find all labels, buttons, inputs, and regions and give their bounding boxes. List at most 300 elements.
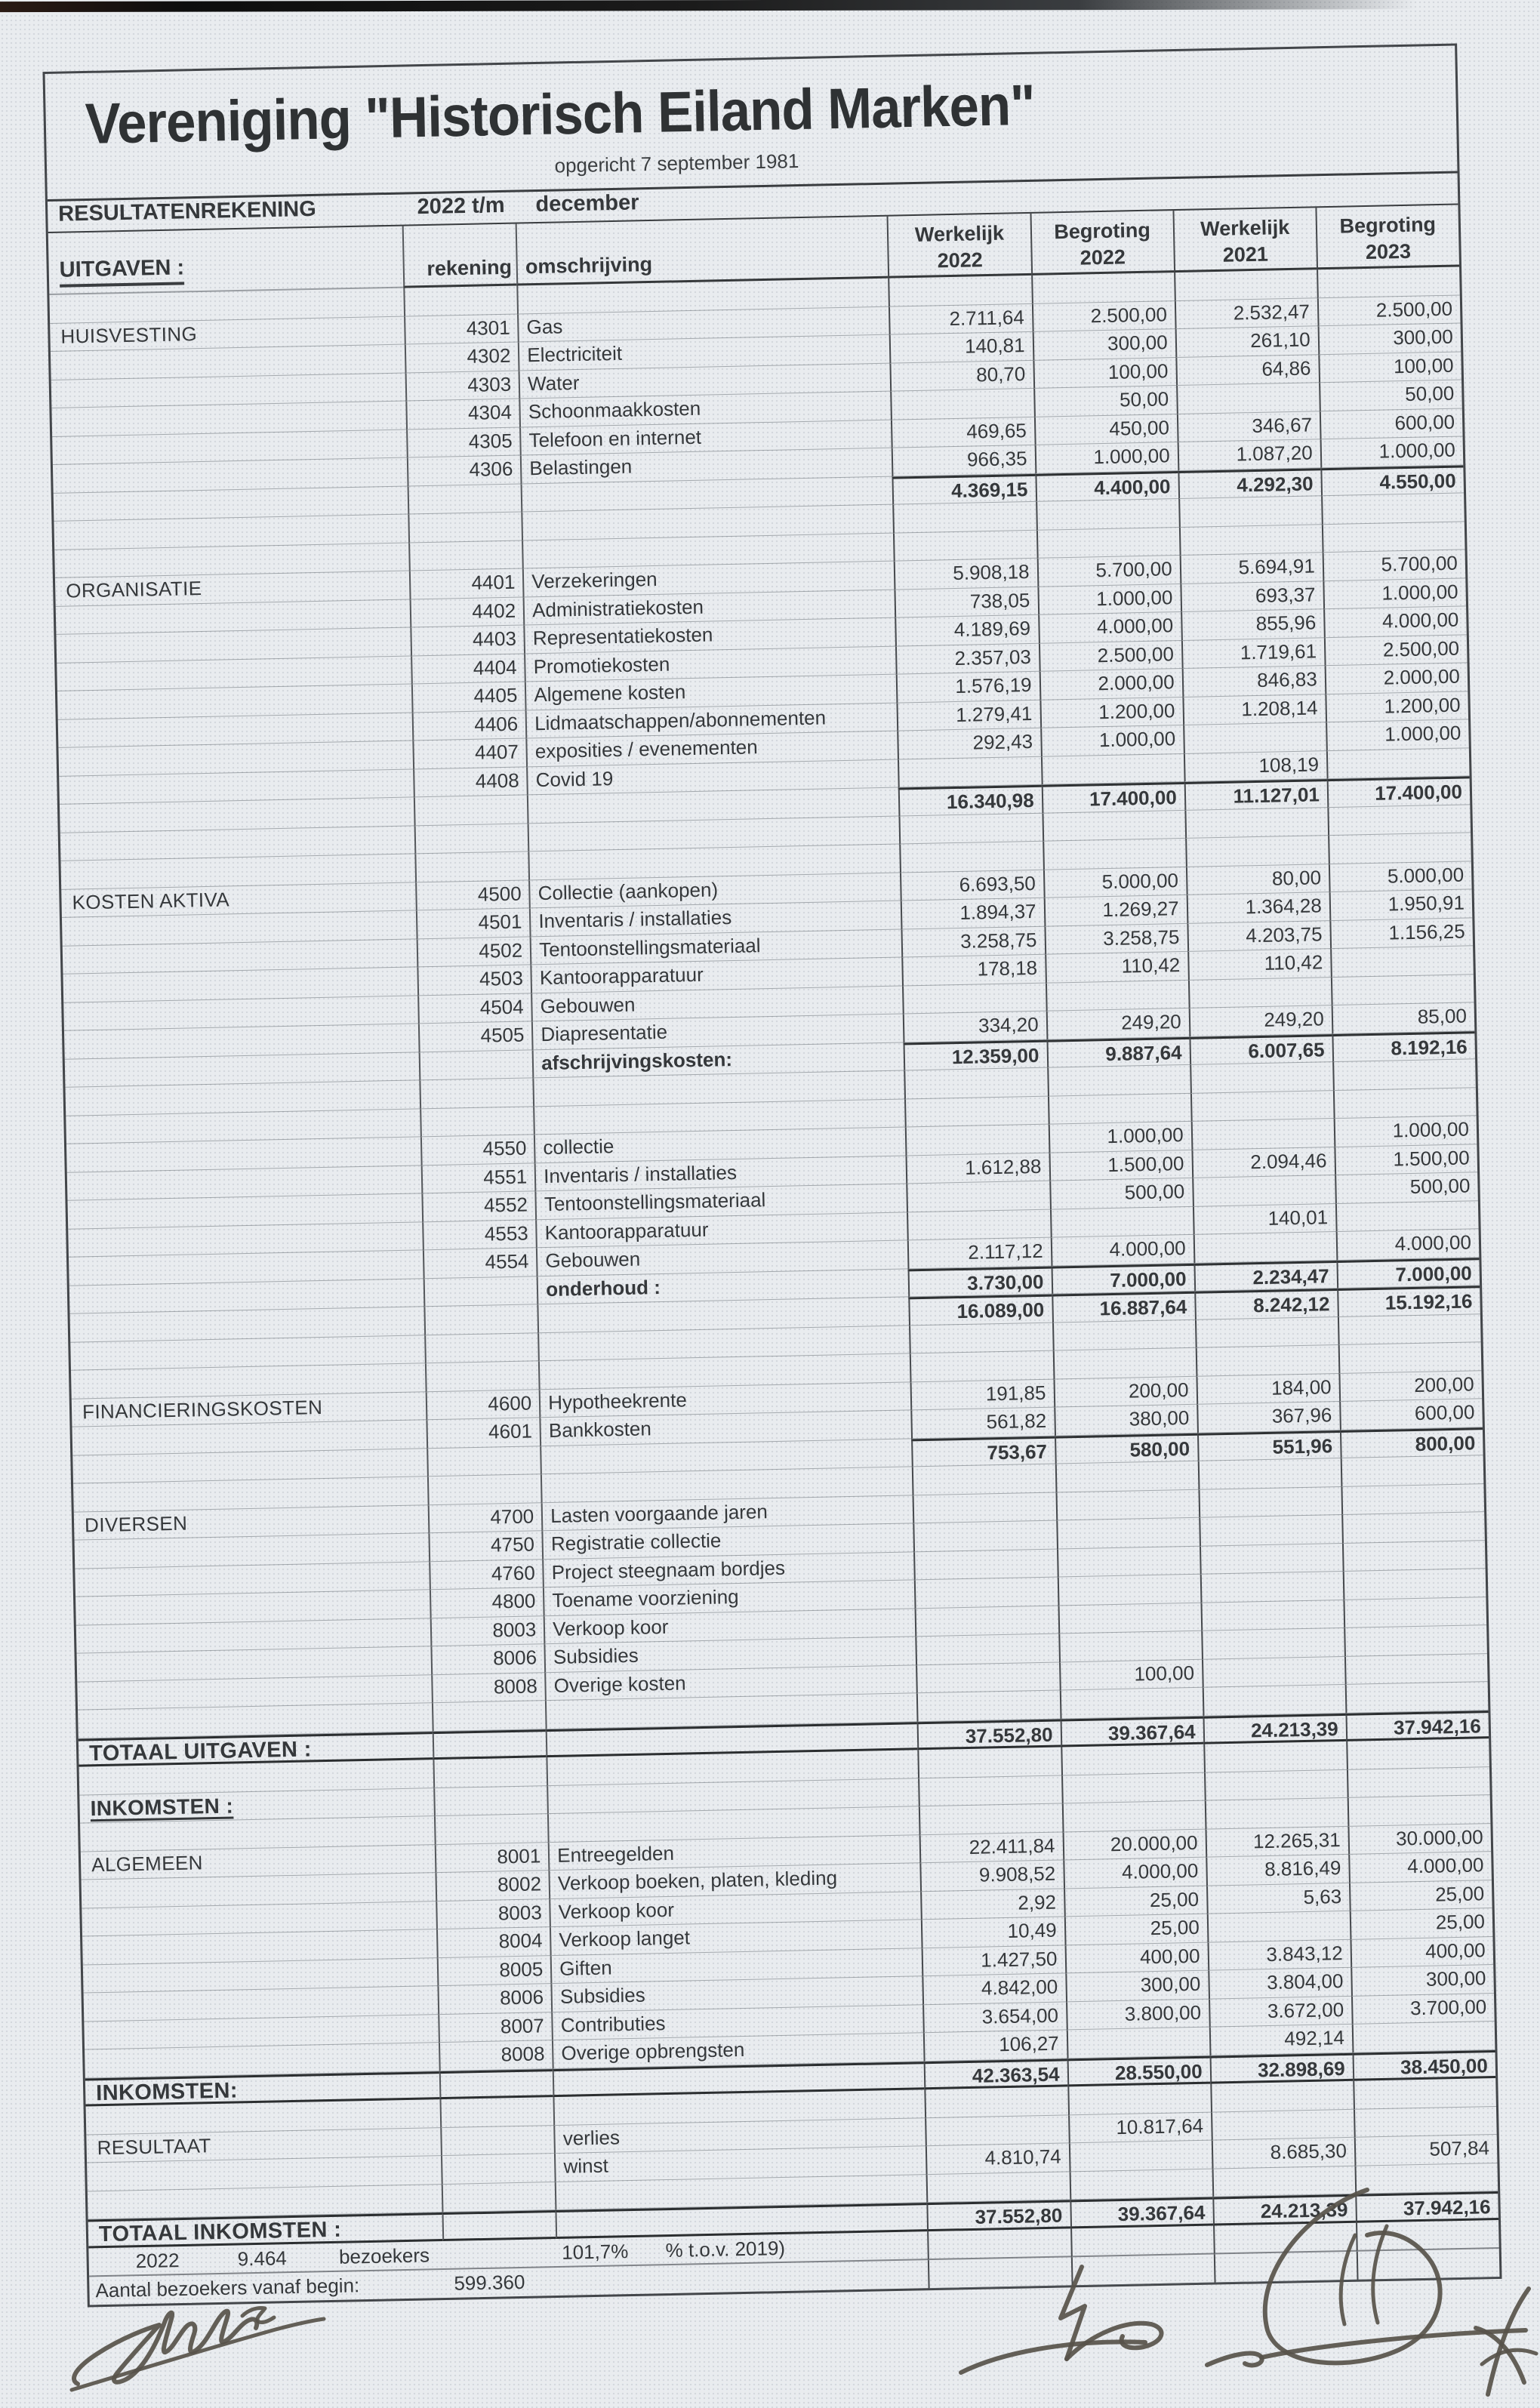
cell-num: 8.242,12 (1194, 1289, 1338, 1319)
cell-num: 2,92 (921, 1889, 1064, 1920)
cell-oms: Subsidies (551, 1976, 923, 2012)
cell-num (1202, 1656, 1345, 1687)
cell-num: 4.842,00 (922, 1973, 1066, 2004)
cell-oms: Kantoorapparatuur (531, 957, 903, 993)
cell-num (919, 1803, 1062, 1834)
cell-num (916, 1662, 1059, 1693)
cell-oms: Giften (550, 1948, 922, 1984)
cell-rek: 8002 (435, 1871, 549, 1901)
cell-num (1057, 1546, 1200, 1577)
cell-num: 492,14 (1209, 2025, 1352, 2055)
cell-rek: 4700 (428, 1503, 542, 1534)
cell-rek: 4407 (412, 738, 526, 769)
cell-num: 17.400,00 (1326, 776, 1470, 807)
cell-oms: Subsidies (544, 1637, 916, 1672)
cell-num: 2.500,00 (1038, 640, 1181, 671)
cell-num (891, 389, 1034, 420)
report-period: 2022 t/m (417, 192, 505, 219)
cell-num (918, 1747, 1061, 1778)
cell-rek: 4550 (420, 1135, 534, 1166)
cell-rek (442, 2210, 556, 2241)
cell-num: 580,00 (1055, 1433, 1198, 1464)
cell-cat: INKOMSTEN : (79, 1788, 434, 1824)
cell-num: 561,82 (911, 1408, 1055, 1439)
cell-num: 551,96 (1197, 1430, 1341, 1461)
cell-num: 24.213,39 (1203, 1713, 1346, 1744)
cell-rek: 8004 (436, 1927, 550, 1958)
cell-num: 800,00 (1340, 1427, 1483, 1458)
cell-num: 1.364,28 (1186, 892, 1329, 923)
table-body (49, 266, 1498, 2247)
cell-num (1340, 1455, 1483, 1486)
cell-cat: KOSTEN AKTIVA (61, 882, 416, 918)
cell-num: 1.950,91 (1329, 889, 1472, 920)
cell-num: 300,00 (1032, 329, 1175, 360)
cell-num: 9.908,52 (920, 1860, 1064, 1891)
cell-num: 25,00 (1349, 1880, 1492, 1911)
section-uitgaven-label: UITGAVEN : (48, 226, 403, 295)
cell-num (1353, 2078, 1496, 2109)
cell-rek (414, 795, 528, 826)
cell-num (1061, 1801, 1205, 1832)
cell-num (1040, 753, 1184, 784)
cell-oms: Project steegnaam bordjes (542, 1552, 914, 1587)
cell-num: 380,00 (1054, 1405, 1197, 1436)
cell-num: 4.550,00 (1320, 465, 1464, 496)
cell-rek: 8008 (431, 1673, 545, 1704)
cell-num: 80,00 (1186, 864, 1329, 895)
cell-num (1328, 833, 1471, 864)
cell-rek (433, 1757, 547, 1788)
cell-rek (425, 1361, 539, 1392)
cell-num: 9.887,64 (1046, 1036, 1190, 1067)
cell-num: 738,05 (895, 587, 1038, 617)
cell-num (926, 2172, 1070, 2203)
cell-num (1210, 2081, 1354, 2112)
total-visitors-label: Aantal bezoekers vanaf begin: (95, 2273, 360, 2302)
cell-num (1052, 1319, 1196, 1350)
cell-rek: 4600 (426, 1390, 540, 1421)
cell-num: 753,67 (911, 1436, 1055, 1467)
cell-num: 400,00 (1064, 1942, 1208, 1973)
cell-num: 38.450,00 (1352, 2050, 1495, 2081)
cell-rek: 4500 (415, 880, 529, 911)
cell-num: 1.500,00 (1049, 1150, 1192, 1181)
cell-num (1200, 1572, 1343, 1603)
cell-num: 32.898,69 (1209, 2052, 1353, 2083)
cell-rek: 4302 (405, 343, 519, 374)
cell-num (1197, 1458, 1341, 1489)
cell-cat: ALGEMEEN (81, 1845, 436, 1880)
cell-num: 16.887,64 (1052, 1292, 1195, 1323)
signature-mark-right-edge (1468, 2280, 1540, 2404)
cell-num: 1.269,27 (1043, 895, 1187, 926)
cell-num (1347, 1767, 1490, 1798)
cell-num (1200, 1600, 1344, 1630)
cell-num (1047, 1065, 1190, 1096)
cell-num: 28.550,00 (1067, 2055, 1210, 2086)
column-header-werkelijk-2021: Werkelijk 2021 (1172, 208, 1317, 273)
cell-num: 12.265,31 (1205, 1826, 1348, 1857)
total-visitors-value: 599.360 (454, 2270, 525, 2295)
column-header-werkelijk-2022: Werkelijk 2022 (887, 214, 1031, 279)
cell-oms: Verkoop koor (549, 1892, 921, 1927)
cell-oms: Verkoop koor (544, 1609, 916, 1644)
cell-num (1317, 266, 1460, 297)
cell-rek (439, 2069, 553, 2100)
cell-num: 42.363,54 (924, 2059, 1067, 2089)
cell-num (1348, 1795, 1491, 1826)
signature-left (64, 2295, 396, 2400)
cell-num: 400,00 (1350, 1937, 1493, 1968)
cell-num: 25,00 (1350, 1908, 1493, 1939)
cell-num: 693,37 (1180, 581, 1323, 612)
cell-num: 200,00 (1338, 1371, 1482, 1402)
cell-num: 1.087,20 (1177, 439, 1320, 470)
cell-num (1354, 2107, 1497, 2138)
cell-num (893, 502, 1036, 533)
cell-num: 15.192,16 (1337, 1286, 1480, 1316)
cell-num (1055, 1461, 1198, 1492)
cell-num (910, 1351, 1053, 1382)
cell-num: 4.000,00 (1050, 1235, 1194, 1266)
cell-num: 30.000,00 (1348, 1824, 1491, 1855)
cell-oms: Overige opbrengsten (552, 2033, 924, 2068)
signature-middle (947, 2246, 1197, 2385)
cell-num: 261,10 (1175, 326, 1318, 357)
cell-num: 600,00 (1339, 1399, 1483, 1430)
cell-num (900, 842, 1043, 873)
cell-num (1206, 1911, 1350, 1942)
cell-oms: Toename voorziening (543, 1580, 915, 1615)
cell-oms: Hypotheekrente (539, 1382, 911, 1418)
cell-num (1332, 1059, 1476, 1090)
cell-num: 1.208,14 (1182, 694, 1326, 725)
cell-oms: Administratiekosten (523, 590, 895, 625)
cell-rek: 8003 (430, 1616, 544, 1647)
cell-rek: 4408 (413, 767, 527, 798)
cell-oms: Inventaris / installaties (534, 1156, 907, 1191)
visitors-year: 2022 (135, 2248, 180, 2272)
cell-cat: FINANCIERINGSKOSTEN (72, 1392, 427, 1427)
cell-num: 25,00 (1064, 1914, 1207, 1945)
cell-num: 846,83 (1181, 666, 1325, 697)
cell-rek: 4552 (421, 1191, 535, 1222)
cell-num (1198, 1486, 1341, 1517)
cell-num: 469,65 (891, 417, 1034, 448)
cell-num: 450,00 (1033, 414, 1177, 445)
cell-num (925, 2086, 1068, 2117)
cell-num (1056, 1518, 1200, 1549)
cell-rek (427, 1446, 541, 1477)
cell-num (1327, 805, 1471, 836)
cell-num (1193, 1232, 1336, 1263)
cell-num: 3.258,75 (1044, 923, 1187, 954)
cell-oms: Bankkosten (540, 1410, 912, 1446)
cell-num (1058, 1631, 1202, 1662)
cell-num (1343, 1597, 1486, 1628)
cell-num (1052, 1348, 1196, 1379)
cell-num: 64,86 (1175, 355, 1319, 386)
cell-num (913, 1521, 1057, 1552)
cell-oms: Tentoonstellingsmateriaal (530, 929, 902, 965)
cell-rek: 4553 (422, 1220, 536, 1251)
cell-num (916, 1691, 1060, 1722)
cell-num: 100,00 (1033, 358, 1176, 389)
report-title: RESULTATENREKENING (57, 196, 317, 226)
cell-num (1322, 522, 1465, 553)
cell-num (1061, 1744, 1204, 1775)
cell-rek: 4404 (411, 654, 525, 685)
cell-oms: Telefoon en internet (519, 420, 892, 455)
cell-num: 2.500,00 (1324, 635, 1468, 666)
cell-num: 4.000,00 (1323, 606, 1467, 637)
cell-cat: TOTAAL INKOMSTEN : (88, 2212, 443, 2248)
cell-num: 16.340,98 (898, 785, 1042, 816)
cell-num: 4.000,00 (1063, 1858, 1206, 1889)
cell-num: 5.000,00 (1329, 861, 1472, 892)
cell-num: 3.800,00 (1066, 1999, 1209, 2030)
cell-oms: Collectie (aankopen) (528, 873, 901, 908)
cell-rek (408, 540, 522, 571)
cell-oms: exposities / evenementen (526, 731, 898, 767)
cell-num (1036, 528, 1179, 559)
cell-num: 1.000,00 (1034, 442, 1178, 473)
cell-num: 2.234,47 (1194, 1261, 1337, 1292)
cell-num: 500,00 (1049, 1178, 1193, 1209)
visitors-percentage: 101,7% (561, 2239, 629, 2264)
cell-num: 367,96 (1197, 1402, 1340, 1433)
cell-rek (420, 1107, 534, 1138)
cell-oms: Verkoop boeken, platen, kleding (549, 1863, 921, 1898)
cell-num: 249,20 (1046, 1008, 1189, 1039)
cell-oms: Tentoonstellingsmateriaal (535, 1184, 907, 1219)
cell-rek (441, 2154, 555, 2185)
cell-oms: Diapresentatie (531, 1014, 904, 1049)
cell-num: 39.367,64 (1060, 1716, 1203, 1747)
cell-num: 5.908,18 (894, 559, 1037, 590)
cell-num: 2.500,00 (1317, 295, 1461, 326)
cell-oms: Overige kosten (544, 1665, 916, 1701)
cell-num: 1.576,19 (896, 672, 1040, 703)
cell-oms: Electriciteit (518, 335, 890, 371)
cell-oms: Belastingen (520, 448, 892, 484)
organization-title: Vereniging "Historisch Eiland Marken" (85, 72, 1036, 156)
cell-rek (403, 286, 517, 317)
cell-num (889, 276, 1032, 306)
cell-num: 500,00 (1335, 1172, 1478, 1203)
cell-num: 600,00 (1320, 408, 1463, 439)
cell-rek (424, 1304, 537, 1335)
cell-num (1200, 1543, 1343, 1574)
cell-num (1188, 978, 1332, 1008)
cell-num (904, 1068, 1048, 1099)
cell-num: 1.612,88 (906, 1153, 1049, 1184)
cell-num (1179, 525, 1323, 556)
cell-rek: 4750 (428, 1531, 542, 1562)
cell-num (1204, 1769, 1348, 1800)
cell-num (1331, 975, 1474, 1005)
cell-num (907, 1209, 1050, 1240)
cell-rek: 4303 (405, 371, 519, 402)
cell-num: 85,00 (1331, 1002, 1474, 1033)
cell-cat: TOTAAL UITGAVEN : (79, 1732, 433, 1767)
cell-rek: 4501 (416, 908, 530, 939)
cell-num: 300,00 (1317, 323, 1461, 354)
cell-num: 5,63 (1206, 1883, 1350, 1914)
cell-num (1195, 1345, 1338, 1376)
cell-cat: INKOMSTEN: (85, 2071, 440, 2107)
cell-oms: Representatiekosten (524, 618, 896, 654)
cell-num (1335, 1201, 1479, 1232)
cell-num (1184, 808, 1328, 839)
cell-rek: 4503 (417, 965, 531, 996)
balance-sheet-page (42, 43, 1502, 2307)
cell-num (1178, 496, 1322, 527)
cell-num: 966,35 (892, 445, 1035, 476)
cell-rek (440, 2126, 554, 2157)
cell-num: 2.711,64 (889, 303, 1032, 334)
cell-num: 1.719,61 (1181, 638, 1325, 669)
cell-num (1058, 1603, 1201, 1634)
cell-rek (424, 1276, 537, 1307)
cell-num (1341, 1512, 1485, 1543)
cell-num (1059, 1688, 1203, 1719)
cell-num (1174, 269, 1317, 300)
cell-num: 4.369,15 (892, 473, 1036, 504)
cell-num: 37.942,16 (1345, 1711, 1489, 1741)
cell-oms: Lidmaatschappen/abonnementen (525, 703, 898, 738)
cell-num: 178,18 (902, 955, 1046, 986)
cell-num (1344, 1654, 1488, 1685)
cell-num (1344, 1682, 1488, 1713)
scanner-edge-artifact (0, 0, 1540, 12)
cell-num (1031, 273, 1175, 303)
cell-oms: Registratie collectie (542, 1523, 914, 1559)
cell-num: 4.000,00 (1348, 1852, 1492, 1883)
cell-num (1346, 1738, 1489, 1769)
cell-num (1048, 1093, 1191, 1124)
cell-num: 4.189,69 (895, 615, 1039, 646)
cell-rek: 4402 (409, 597, 523, 628)
cell-cat: DIVERSEN (74, 1505, 429, 1541)
cell-rek (432, 1701, 546, 1732)
cell-rek (434, 1814, 548, 1845)
cell-rek (419, 1078, 533, 1109)
cell-rek: 4301 (404, 314, 518, 345)
cell-oms: Algemene kosten (525, 675, 897, 710)
cell-num: 5.700,00 (1322, 550, 1465, 580)
cell-num (1211, 2109, 1354, 2140)
cell-num: 3.843,12 (1207, 1939, 1351, 1970)
cell-num: 37.552,80 (927, 2200, 1070, 2231)
cell-num: 12.359,00 (904, 1039, 1047, 1070)
cell-cat: RESULTAAT (86, 2128, 441, 2163)
cell-oms: Gas (517, 306, 889, 342)
cell-num: 1.000,00 (1040, 725, 1184, 756)
cell-num (1185, 836, 1329, 867)
cell-num: 191,85 (910, 1379, 1054, 1410)
cell-num: 7.000,00 (1336, 1258, 1480, 1289)
cell-num: 80,70 (890, 360, 1033, 391)
cell-num: 100,00 (1059, 1659, 1203, 1690)
cell-rek: 4505 (418, 1021, 532, 1052)
column-header-omschrijving: omschrijving (516, 216, 889, 285)
cell-rek: 4306 (407, 456, 521, 487)
cell-num (918, 1775, 1061, 1806)
cell-oms: collectie (534, 1127, 906, 1162)
cell-num: 108,19 (1184, 751, 1327, 782)
cell-num: 300,00 (1351, 1965, 1494, 1996)
cell-num: 22.411,84 (919, 1832, 1063, 1863)
report-month: december (535, 190, 639, 217)
cell-oms: winst (554, 2146, 926, 2182)
cell-num: 50,00 (1319, 380, 1462, 411)
cell-rek: 4800 (430, 1587, 544, 1618)
cell-oms: Covid 19 (526, 759, 898, 795)
cell-num: 5.700,00 (1036, 556, 1180, 587)
cell-num: 100,00 (1318, 352, 1461, 383)
cell-rek (407, 484, 521, 515)
cell-num (1203, 1741, 1347, 1772)
cell-num (1201, 1628, 1344, 1659)
cell-rek: 4502 (416, 937, 530, 968)
cell-num (1341, 1484, 1484, 1515)
cell-num (1183, 722, 1326, 753)
cell-num (898, 756, 1041, 787)
cell-oms: onderhoud : (537, 1269, 909, 1304)
cell-num (1204, 1798, 1348, 1829)
cell-num: 3.804,00 (1208, 1968, 1351, 1999)
cell-rek: 4403 (410, 625, 524, 656)
cell-num: 249,20 (1188, 1005, 1332, 1036)
cell-num (1043, 839, 1186, 870)
cell-num: 1.200,00 (1040, 697, 1183, 728)
cell-num: 39.367,64 (1070, 2197, 1213, 2228)
cell-num (1326, 748, 1470, 779)
cell-num: 4.400,00 (1035, 471, 1178, 502)
cell-rek: 8007 (438, 2012, 552, 2043)
cell-oms: Verkoop langet (550, 1920, 922, 1955)
cell-num: 11.127,01 (1184, 779, 1327, 810)
cell-num (1321, 493, 1465, 524)
cell-rek: 8006 (430, 1644, 544, 1675)
cell-num: 10,49 (921, 1917, 1064, 1948)
cell-num: 2.000,00 (1039, 669, 1182, 700)
cell-num: 25,00 (1064, 1886, 1207, 1917)
cell-num (905, 1125, 1049, 1156)
cell-num (1352, 2022, 1495, 2052)
cell-oms: Verzekeringen (522, 562, 895, 597)
cell-num (1055, 1489, 1199, 1520)
cell-rek: 4405 (411, 682, 525, 713)
cell-num (916, 1634, 1059, 1665)
cell-num: 5.694,91 (1179, 553, 1323, 584)
founding-date: opgericht 7 september 1981 (554, 149, 799, 177)
cell-rek (414, 824, 528, 855)
cell-num: 3.730,00 (908, 1266, 1052, 1297)
cell-oms: Entreegelden (548, 1835, 920, 1871)
cell-num (1330, 946, 1474, 977)
cell-num: 2.000,00 (1324, 663, 1468, 694)
cell-num (1338, 1314, 1481, 1345)
cell-num (899, 813, 1043, 844)
cell-num: 4.292,30 (1178, 468, 1321, 499)
cell-num (1199, 1515, 1342, 1546)
cell-num (1176, 383, 1320, 414)
cell-rek: 8005 (437, 1956, 551, 1987)
cell-num (1061, 1772, 1205, 1803)
